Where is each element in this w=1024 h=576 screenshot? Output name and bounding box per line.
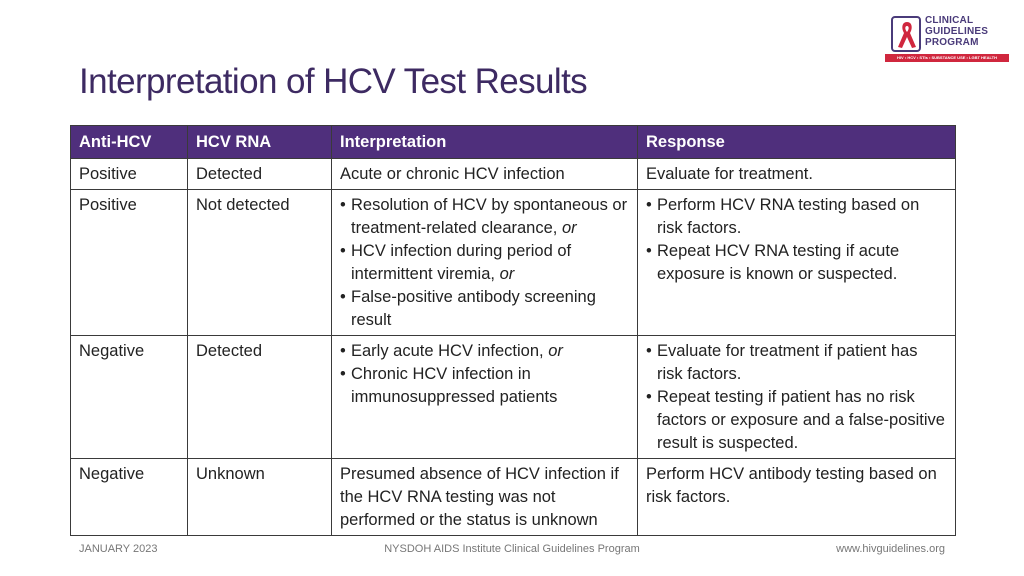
footer-program: NYSDOH AIDS Institute Clinical Guidelines Program [384, 543, 640, 555]
cell-interpretation [332, 336, 638, 459]
interpretation-list [340, 194, 629, 332]
logo-line-2: GUIDELINES [925, 26, 989, 37]
logo-line-1: CLINICAL [925, 15, 974, 26]
red-ribbon-icon [895, 20, 919, 50]
list-item: • Repeat testing if patient has no risk factors or exposure and a false-positive result is suspected. [646, 386, 947, 455]
clinical-guidelines-logo [885, 12, 1009, 64]
cell-hcv-rna: Detected [188, 336, 332, 459]
list-item: • False-positive antibody screening result [340, 286, 629, 332]
list-item: • Perform HCV RNA testing based on risk factors. [646, 194, 947, 240]
cell-hcv-rna: Not detected [188, 190, 332, 336]
list-item: • HCV infection during period of intermittent viremia, or [340, 240, 629, 286]
header-response: Response [638, 126, 956, 159]
cell-response [638, 190, 956, 336]
page-title: Interpretation of HCV Test Results [79, 62, 588, 101]
cell-anti-hcv: Positive [71, 190, 188, 336]
response-list [646, 340, 947, 455]
table-row [71, 159, 956, 190]
header-interpretation: Interpretation [332, 126, 638, 159]
table-row [71, 336, 956, 459]
interpretation-list [340, 340, 629, 409]
cell-interpretation: Presumed absence of HCV infection if the HCV RNA testing was not performed or the status is unknown [332, 459, 638, 536]
list-item: • Evaluate for treatment if patient has risk factors. [646, 340, 947, 386]
logo-strip: HIV • HCV • STIs • SUBSTANCE USE • LGBT HEALTH [885, 54, 1009, 62]
logo-frame [891, 16, 921, 52]
hcv-results-table [70, 125, 956, 536]
cell-response [638, 336, 956, 459]
list-item: • Resolution of HCV by spontaneous or treatment-related clearance, or [340, 194, 629, 240]
list-item: • Repeat HCV RNA testing if acute exposure is known or suspected. [646, 240, 947, 286]
response-list [646, 194, 947, 286]
cell-anti-hcv: Positive [71, 159, 188, 190]
footer-date: JANUARY 2023 [79, 543, 158, 555]
list-item: • Chronic HCV infection in immunosuppressed patients [340, 363, 629, 409]
cell-hcv-rna: Unknown [188, 459, 332, 536]
list-item: • Early acute HCV infection, or [340, 340, 629, 363]
cell-anti-hcv: Negative [71, 336, 188, 459]
table-header-row [71, 126, 956, 159]
cell-interpretation: Acute or chronic HCV infection [332, 159, 638, 190]
logo-line-3: PROGRAM [925, 37, 979, 48]
cell-hcv-rna: Detected [188, 159, 332, 190]
logo-wordmark [925, 15, 1009, 48]
header-anti-hcv: Anti-HCV [71, 126, 188, 159]
cell-interpretation [332, 190, 638, 336]
header-hcv-rna: HCV RNA [188, 126, 332, 159]
table-row [71, 459, 956, 536]
cell-anti-hcv: Negative [71, 459, 188, 536]
cell-response: Evaluate for treatment. [638, 159, 956, 190]
cell-response: Perform HCV antibody testing based on risk factors. [638, 459, 956, 536]
footer-url[interactable]: www.hivguidelines.org [836, 543, 945, 555]
table-row [71, 190, 956, 336]
